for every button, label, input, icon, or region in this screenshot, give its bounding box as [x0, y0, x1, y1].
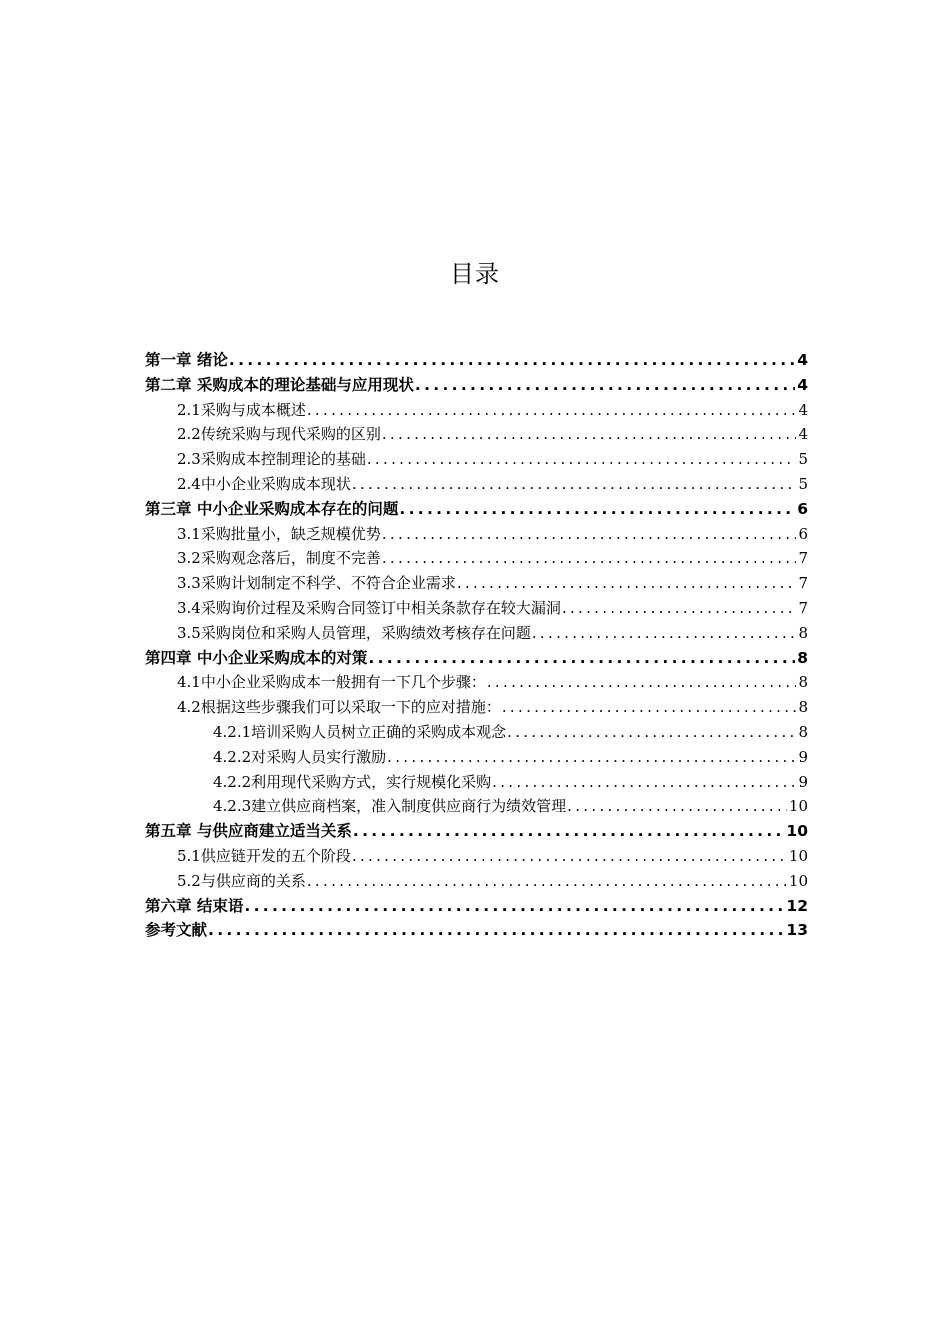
toc-page-number: 4 — [797, 351, 808, 369]
toc-entry-title: 4.2.2利用现代采购方式，实行规模化采购 — [213, 772, 492, 791]
toc-dot-leader — [532, 621, 797, 646]
toc-dot-leader — [502, 695, 797, 720]
toc-dot-leader — [399, 497, 795, 522]
toc-entry-title: 第四章 中小企业采购成本的对策 — [145, 648, 368, 667]
toc-entry[interactable] — [145, 497, 808, 522]
toc-entry[interactable] — [145, 373, 808, 398]
toc-page-number: 7 — [798, 549, 808, 568]
toc-entry-title: 第二章 采购成本的理论基础与应用现状 — [145, 375, 414, 394]
toc-dot-leader — [229, 348, 795, 373]
toc-page-number: 10 — [788, 797, 808, 816]
toc-dot-leader — [567, 794, 787, 819]
toc-dot-leader — [307, 869, 787, 894]
toc-entry[interactable] — [145, 571, 808, 596]
toc-dot-leader — [382, 546, 797, 571]
toc-entry-title: 第一章 绪论 — [145, 351, 228, 369]
toc-entry[interactable] — [145, 447, 808, 472]
toc-dot-leader — [487, 670, 797, 695]
toc-dot-leader — [368, 646, 795, 671]
toc-dot-leader — [367, 447, 797, 472]
toc-dot-leader — [562, 596, 797, 621]
toc-entry[interactable] — [145, 844, 808, 869]
toc-entry[interactable] — [145, 695, 808, 720]
toc-entry[interactable] — [145, 398, 808, 423]
toc-page-number: 12 — [786, 896, 808, 915]
toc-entry[interactable] — [145, 646, 808, 671]
toc-entry[interactable] — [145, 621, 808, 646]
toc-entry-title: 2.4中小企业采购成本现状 — [177, 474, 351, 493]
toc-dot-leader — [457, 571, 797, 596]
toc-page-number: 5 — [798, 450, 808, 469]
table-of-contents — [145, 348, 808, 943]
toc-entry-title: 4.2.2对采购人员实行激励 — [213, 747, 387, 766]
toc-dot-leader — [382, 422, 797, 447]
toc-page-number: 8 — [798, 722, 808, 741]
toc-page-number: 4 — [798, 400, 808, 419]
toc-dot-leader — [492, 770, 796, 795]
toc-page-number: 8 — [798, 698, 808, 717]
toc-page-number: 4 — [797, 375, 808, 394]
toc-entry[interactable] — [145, 918, 808, 943]
toc-entry[interactable] — [145, 819, 808, 844]
toc-entry-title: 3.5采购岗位和采购人员管理，采购绩效考核存在问题 — [177, 623, 531, 642]
toc-entry-title: 3.3采购计划制定不科学、不符合企业需求 — [177, 574, 456, 593]
toc-entry-title: 第五章 与供应商建立适当关系 — [145, 822, 352, 841]
toc-entry[interactable] — [145, 670, 808, 695]
toc-dot-leader — [353, 819, 785, 844]
toc-page-number: 9 — [798, 772, 808, 791]
toc-entry[interactable] — [145, 745, 808, 770]
toc-page-number: 8 — [798, 673, 808, 692]
toc-entry-title: 3.4采购询价过程及采购合同签订中相关条款存在较大漏洞 — [177, 598, 561, 617]
toc-dot-leader — [415, 373, 795, 398]
toc-dot-leader — [208, 918, 784, 943]
toc-entry-title: 4.2.1培训采购人员树立正确的采购成本观念 — [213, 722, 507, 741]
toc-entry-title: 5.1供应链开发的五个阶段 — [177, 846, 351, 865]
toc-page-number: 6 — [797, 499, 808, 518]
toc-entry[interactable] — [145, 894, 808, 919]
toc-entry-title: 3.2采购观念落后，制度不完善 — [177, 549, 381, 568]
toc-dot-leader — [244, 894, 784, 919]
toc-entry[interactable] — [145, 522, 808, 547]
toc-entry-title: 3.1采购批量小，缺乏规模优势 — [177, 524, 381, 543]
toc-page-number: 5 — [798, 474, 808, 493]
toc-dot-leader — [507, 720, 796, 745]
toc-entry-title: 4.2根据这些步骤我们可以采取一下的应对措施： — [177, 698, 501, 717]
toc-entry-title: 2.1采购与成本概述 — [177, 400, 306, 419]
page-title: 目录 — [450, 260, 500, 288]
toc-dot-leader — [307, 398, 797, 423]
toc-page-number: 10 — [788, 871, 808, 890]
toc-entry[interactable] — [145, 770, 808, 795]
toc-entry[interactable] — [145, 720, 808, 745]
toc-entry-title: 第六章 结束语 — [145, 896, 244, 915]
toc-entry[interactable] — [145, 596, 808, 621]
toc-entry-title: 第三章 中小企业采购成本存在的问题 — [145, 499, 399, 518]
toc-dot-leader — [382, 522, 797, 547]
toc-dot-leader — [352, 844, 787, 869]
toc-page-number: 10 — [786, 822, 808, 841]
toc-dot-leader — [352, 472, 797, 497]
toc-entry-title: 5.2与供应商的关系 — [177, 871, 306, 890]
toc-entry[interactable] — [145, 794, 808, 819]
toc-entry-title: 2.2传统采购与现代采购的区别 — [177, 425, 381, 444]
toc-page-number: 7 — [798, 574, 808, 593]
toc-dot-leader — [387, 745, 796, 770]
toc-entry[interactable] — [145, 869, 808, 894]
toc-page-number: 4 — [798, 425, 808, 444]
toc-page-number: 10 — [788, 846, 808, 865]
toc-entry-title: 2.3采购成本控制理论的基础 — [177, 450, 366, 469]
toc-page-number: 8 — [798, 623, 808, 642]
toc-entry[interactable] — [145, 422, 808, 447]
toc-page-number: 7 — [798, 598, 808, 617]
toc-page-number: 9 — [798, 747, 808, 766]
toc-entry[interactable] — [145, 472, 808, 497]
toc-entry-title: 4.2.3建立供应商档案，准入制度供应商行为绩效管理 — [213, 797, 567, 816]
toc-entry-title: 参考文献 — [145, 921, 208, 940]
toc-page-number: 8 — [797, 648, 808, 667]
toc-page-number: 6 — [798, 524, 808, 543]
toc-entry-title: 4.1中小企业采购成本一般拥有一下几个步骤： — [177, 673, 486, 692]
toc-entry[interactable] — [145, 546, 808, 571]
toc-page-number: 13 — [786, 921, 808, 940]
toc-entry[interactable] — [145, 348, 808, 373]
